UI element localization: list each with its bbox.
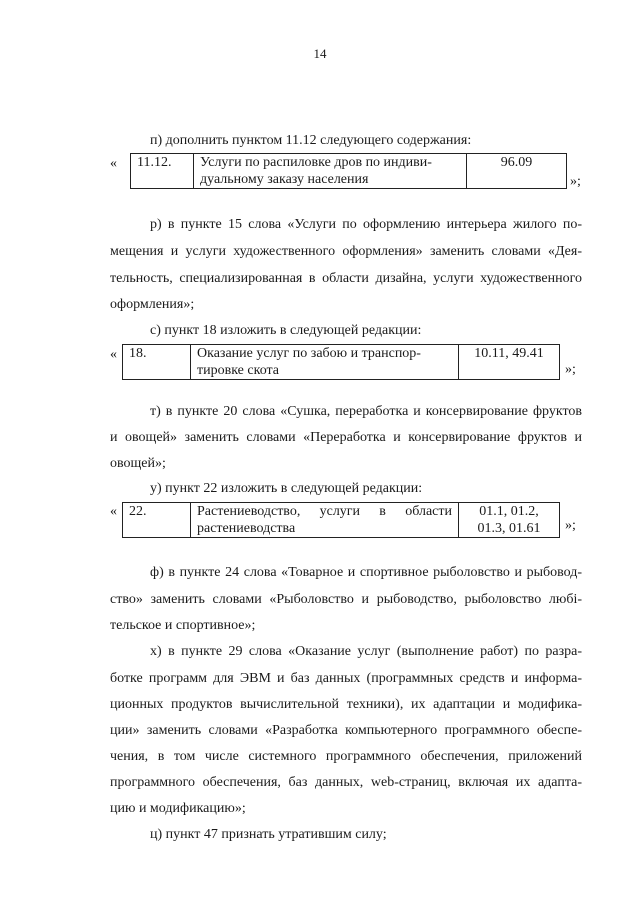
code-line: 10.11, 49.41	[474, 346, 544, 361]
paragraph-ts: ц) пункт 47 признать утратившим силу;	[150, 827, 387, 842]
code-line: 01.3, 01.61	[477, 521, 541, 536]
paragraph-r-line: р) в пункте 15 слова «Услуги по оформлению интерьера жилого по-	[150, 217, 582, 232]
table-item-11-12	[130, 153, 567, 189]
paragraph-t-line: овощей»;	[110, 456, 166, 471]
paragraph-t-line: и овощей» заменить словами «Переработка и консервирование фруктов и	[110, 430, 582, 445]
table-cell-number: 11.12.	[131, 154, 194, 189]
table-cell-code	[459, 503, 560, 538]
paragraph-t-line: т) в пункте 20 слова «Сушка, переработка и консервирование фруктов	[150, 404, 582, 419]
table-cell-description	[194, 154, 467, 189]
table-cell-number: 22.	[123, 503, 191, 538]
code-line: 96.09	[500, 155, 533, 170]
desc-line: дуальному заказу населения	[200, 172, 369, 187]
paragraph-h-line: программного обеспечения, баз данных, web-страниц, включая их адапта-	[110, 775, 582, 790]
paragraph-r-line: оформления»;	[110, 297, 195, 312]
close-quote: »;	[565, 362, 576, 377]
table-cell-description	[191, 345, 459, 380]
paragraph-h-line: ботке программ для ЭВМ и баз данных (программных средств и информа-	[110, 671, 582, 686]
page-number: 14	[313, 46, 327, 61]
paragraph-h-line: ционных продуктов вычислительной техники), их адаптации и модифика-	[110, 697, 582, 712]
desc-line: Услуги по распиловке дров по индиви-	[200, 155, 432, 170]
paragraph-r-line: тельность, специализированная в области дизайна, услуги художественного	[110, 271, 582, 286]
paragraph-f-line: ство» заменить словами «Рыболовство и рыбоводство, рыболовство любi-	[110, 592, 582, 607]
close-quote: »;	[565, 518, 576, 533]
close-quote: »;	[570, 174, 581, 189]
paragraph-h-line: х) в пункте 29 слова «Оказание услуг (выполнение работ) по разра-	[150, 644, 582, 659]
table-cell-code	[467, 154, 567, 189]
desc-line: Растениеводство, услуги в области	[197, 504, 452, 519]
table-cell-number: 18.	[123, 345, 191, 380]
open-quote: «	[110, 504, 117, 519]
paragraph-r-line: мещения и услуги художественного оформления» заменить словами «Дея-	[110, 244, 582, 259]
table-cell-description	[191, 503, 459, 538]
desc-line: Оказание услуг по забою и транспор-	[197, 346, 421, 361]
table-item-22	[122, 502, 560, 538]
table-cell-code	[459, 345, 560, 380]
paragraph-h-line: цию и модификацию»;	[110, 801, 246, 816]
open-quote: «	[110, 347, 117, 362]
code-line: 01.1, 01.2,	[479, 504, 539, 519]
desc-line: растениеводства	[197, 521, 296, 536]
desc-line: тировке скота	[197, 363, 280, 378]
paragraph-h-line: чения, в том числе системного программного обеспечения, приложений	[110, 749, 582, 764]
paragraph-u: у) пункт 22 изложить в следующей редакции:	[150, 481, 423, 496]
paragraph-h-line: ции» заменить словами «Разработка компьютерного программного обеспе-	[110, 723, 582, 738]
paragraph-f-line: ф) в пункте 24 слова «Товарное и спортивное рыболовство и рыбовод-	[150, 565, 582, 580]
paragraph-p: п) дополнить пунктом 11.12 следующего содержания:	[150, 133, 472, 148]
paragraph-f-line: тельское и спортивное»;	[110, 618, 256, 633]
paragraph-s: с) пункт 18 изложить в следующей редакции:	[150, 323, 422, 338]
table-item-18	[122, 344, 560, 380]
open-quote: «	[110, 156, 117, 171]
